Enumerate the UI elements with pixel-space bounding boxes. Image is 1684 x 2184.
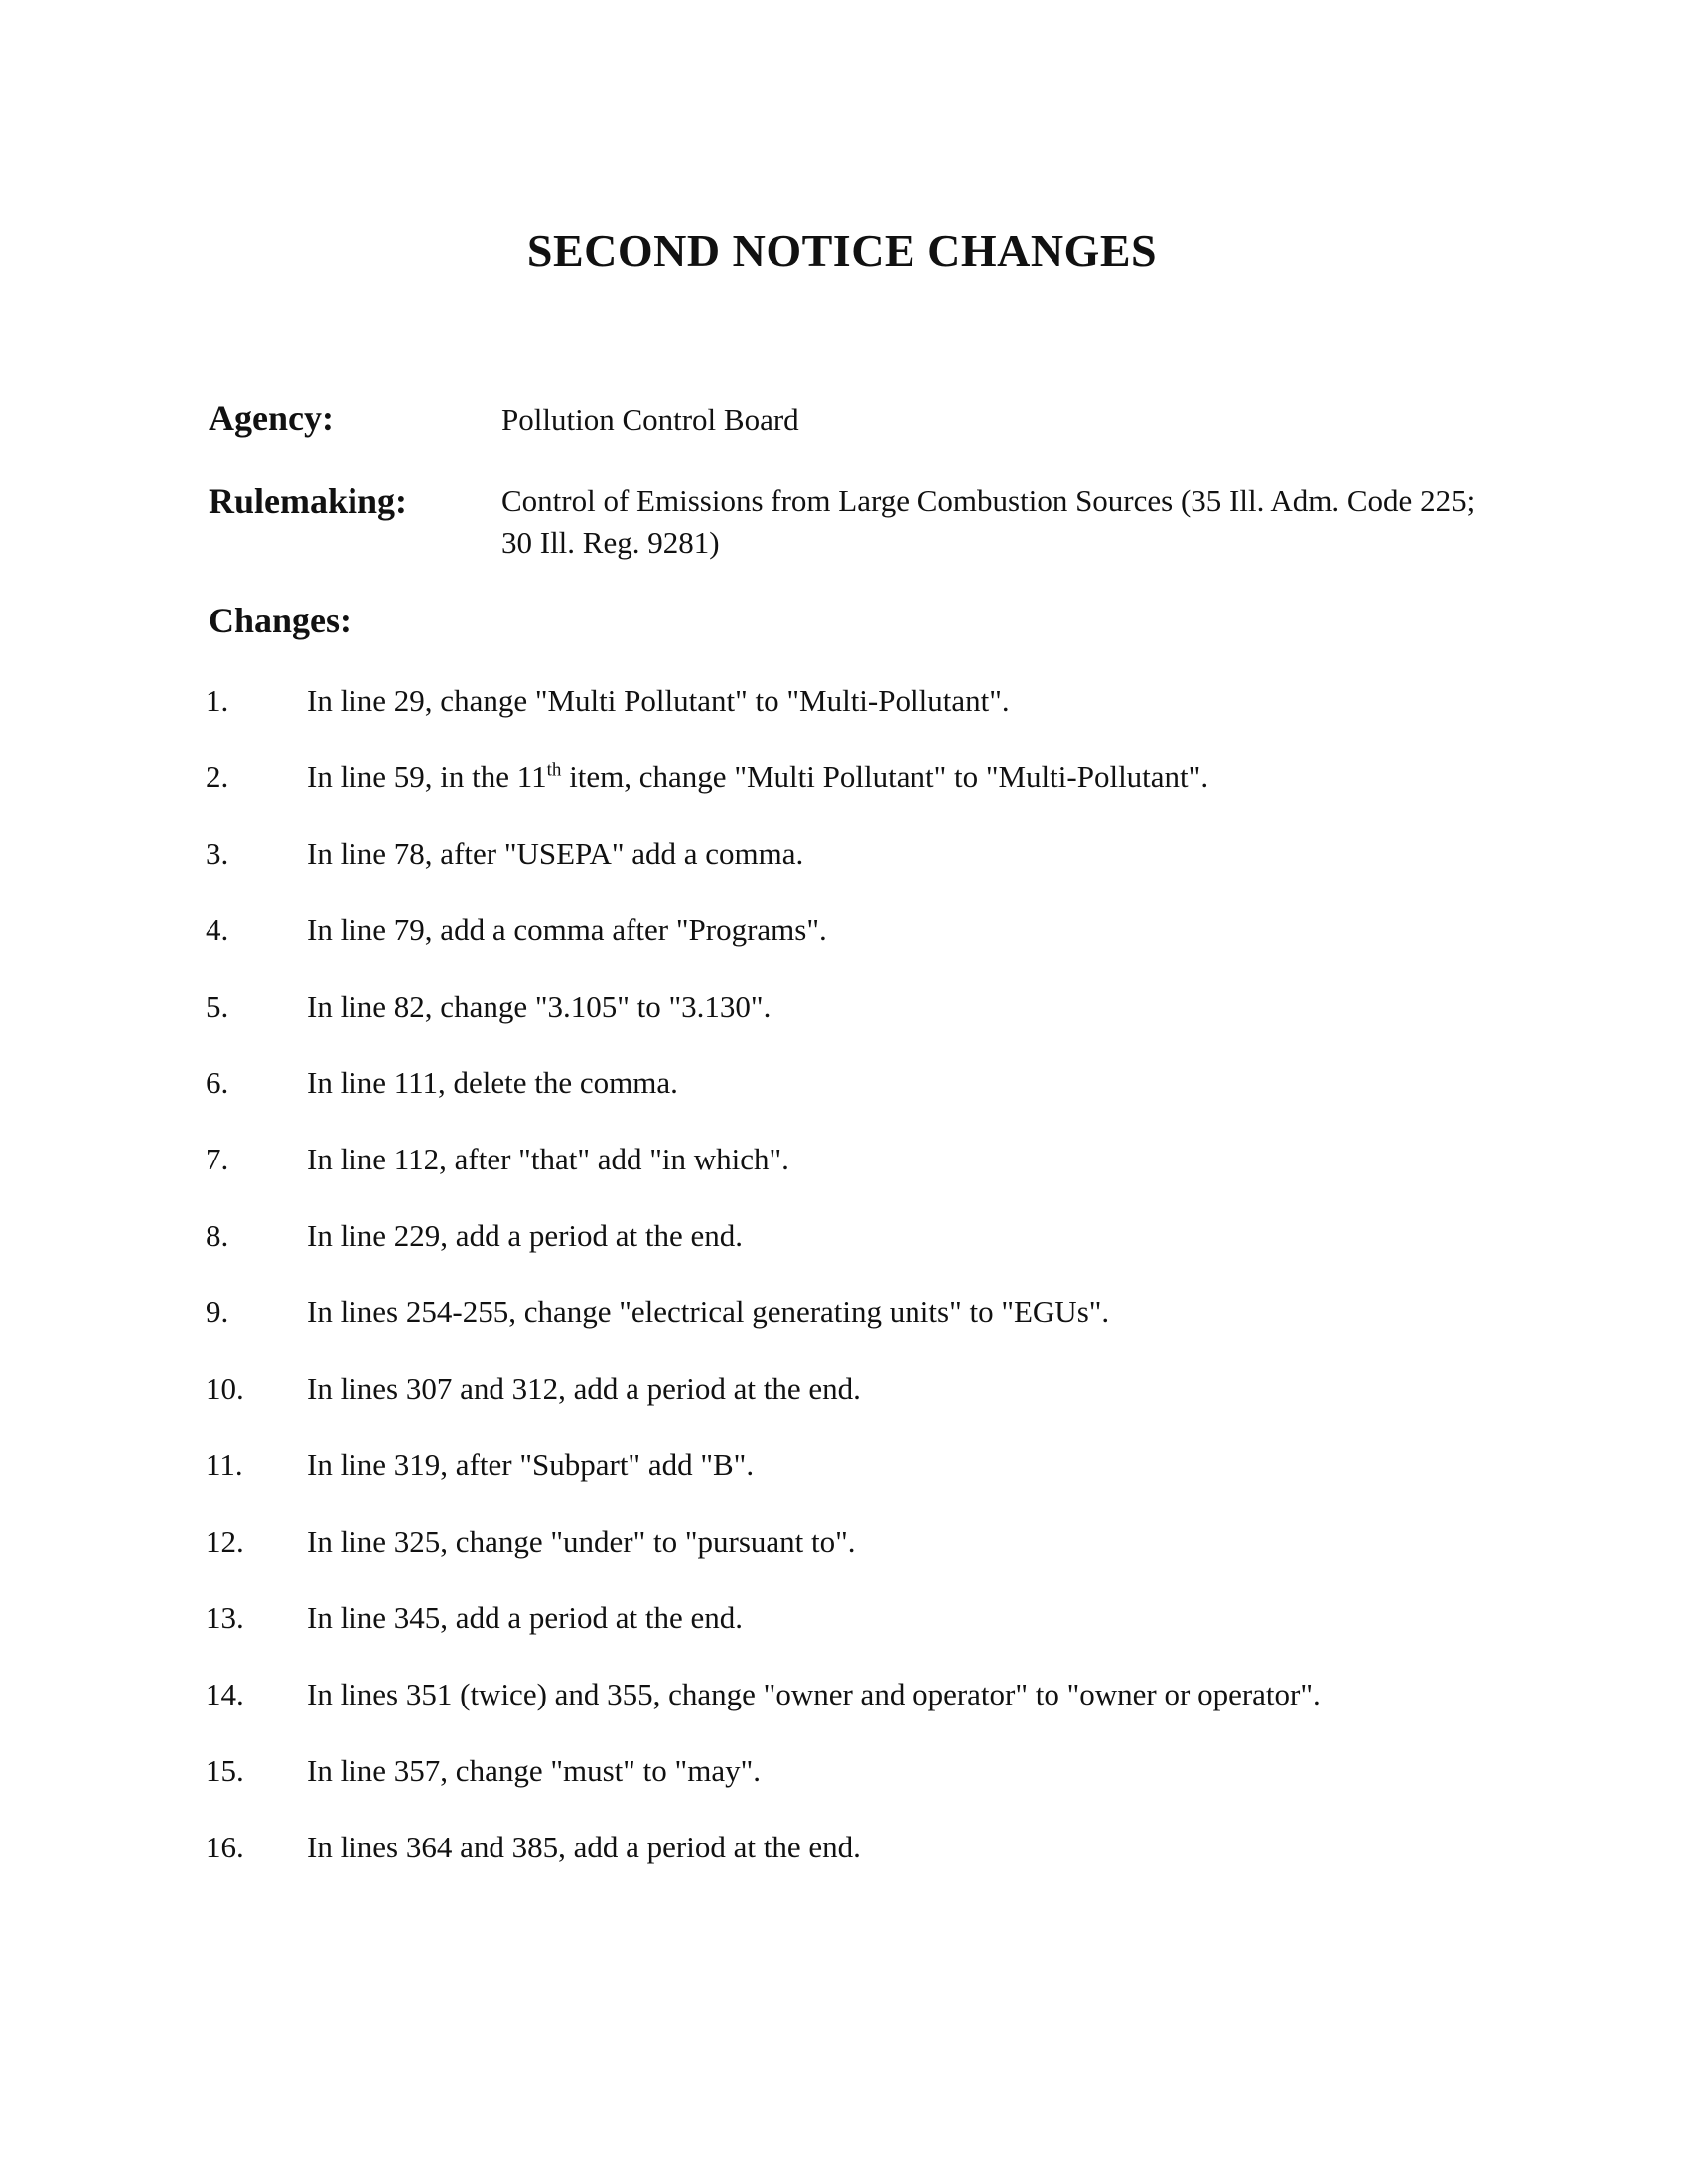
list-item-number: 3. bbox=[206, 836, 229, 871]
rulemaking-label: Rulemaking: bbox=[209, 481, 408, 521]
list-item-number: 12. bbox=[206, 1524, 244, 1559]
list-item-text-part: item, change "Multi Pollutant" to "Multi-Pollutant". bbox=[561, 759, 1209, 794]
list-item-number: 7. bbox=[206, 1142, 229, 1176]
list-item-text: In lines 254-255, change "electrical generating units" to "EGUs". bbox=[307, 1295, 1110, 1329]
list-item bbox=[0, 1218, 1684, 1262]
agency-value: Pollution Control Board bbox=[501, 402, 799, 437]
ordinal-suffix: th bbox=[546, 759, 562, 781]
list-item-number: 15. bbox=[206, 1753, 244, 1788]
list-item bbox=[0, 989, 1684, 1032]
list-item bbox=[0, 1065, 1684, 1109]
list-item-number: 9. bbox=[206, 1295, 229, 1329]
list-item-text: In line 82, change "3.105" to "3.130". bbox=[307, 989, 772, 1024]
list-item-text: In line 111, delete the comma. bbox=[307, 1065, 678, 1100]
list-item-number: 8. bbox=[206, 1218, 229, 1253]
list-item-text: In line 325, change "under" to "pursuant to". bbox=[307, 1524, 856, 1559]
list-item-number: 16. bbox=[206, 1830, 244, 1864]
list-item-number: 6. bbox=[206, 1065, 229, 1100]
list-item-text: In line 345, add a period at the end. bbox=[307, 1600, 744, 1635]
list-item bbox=[0, 1447, 1684, 1491]
changes-heading: Changes: bbox=[209, 601, 352, 640]
list-item-text: In line 78, after "USEPA" add a comma. bbox=[307, 836, 804, 871]
list-item bbox=[0, 1677, 1684, 1720]
rulemaking-value: Control of Emissions from Large Combustion Sources (35 Ill. Adm. Code 225; 30 Ill. Reg. 9281) bbox=[501, 483, 1475, 560]
list-item-text: In line 79, add a comma after "Programs". bbox=[307, 912, 827, 947]
list-item-number: 11. bbox=[206, 1447, 243, 1482]
list-item bbox=[0, 1524, 1684, 1568]
agency-label: Agency: bbox=[209, 398, 334, 438]
list-item-text: In lines 351 (twice) and 355, change "owner and operator" to "owner or operator". bbox=[307, 1677, 1321, 1711]
list-item-number: 14. bbox=[206, 1677, 244, 1711]
list-item-number: 13. bbox=[206, 1600, 244, 1635]
list-item-text bbox=[307, 759, 1208, 795]
list-item-number: 2. bbox=[206, 759, 229, 794]
list-item-text: In line 229, add a period at the end. bbox=[307, 1218, 744, 1253]
list-item-text: In line 112, after "that" add "in which". bbox=[307, 1142, 789, 1176]
list-item-text: In line 29, change "Multi Pollutant" to "Multi-Pollutant". bbox=[307, 683, 1010, 718]
list-item-text: In lines 307 and 312, add a period at the end. bbox=[307, 1371, 861, 1406]
list-item-number: 5. bbox=[206, 989, 229, 1024]
list-item-text: In lines 364 and 385, add a period at the end. bbox=[307, 1830, 861, 1864]
list-item-number: 1. bbox=[206, 683, 229, 718]
list-item-text-part: In line 59, in the 11 bbox=[307, 759, 547, 794]
list-item-text: In line 357, change "must" to "may". bbox=[307, 1753, 761, 1788]
list-item bbox=[0, 1753, 1684, 1797]
document-title: SECOND NOTICE CHANGES bbox=[526, 225, 1158, 276]
list-item bbox=[0, 759, 1684, 803]
list-item bbox=[0, 1295, 1684, 1338]
list-item bbox=[0, 912, 1684, 956]
list-item bbox=[0, 1371, 1684, 1415]
list-item-number: 4. bbox=[206, 912, 229, 947]
list-item-text: In line 319, after "Subpart" add "B". bbox=[307, 1447, 755, 1482]
list-item-number: 10. bbox=[206, 1371, 244, 1406]
list-item bbox=[0, 1142, 1684, 1185]
list-item bbox=[0, 1830, 1684, 1873]
list-item bbox=[0, 1600, 1684, 1644]
list-item bbox=[0, 836, 1684, 880]
list-item bbox=[0, 683, 1684, 727]
